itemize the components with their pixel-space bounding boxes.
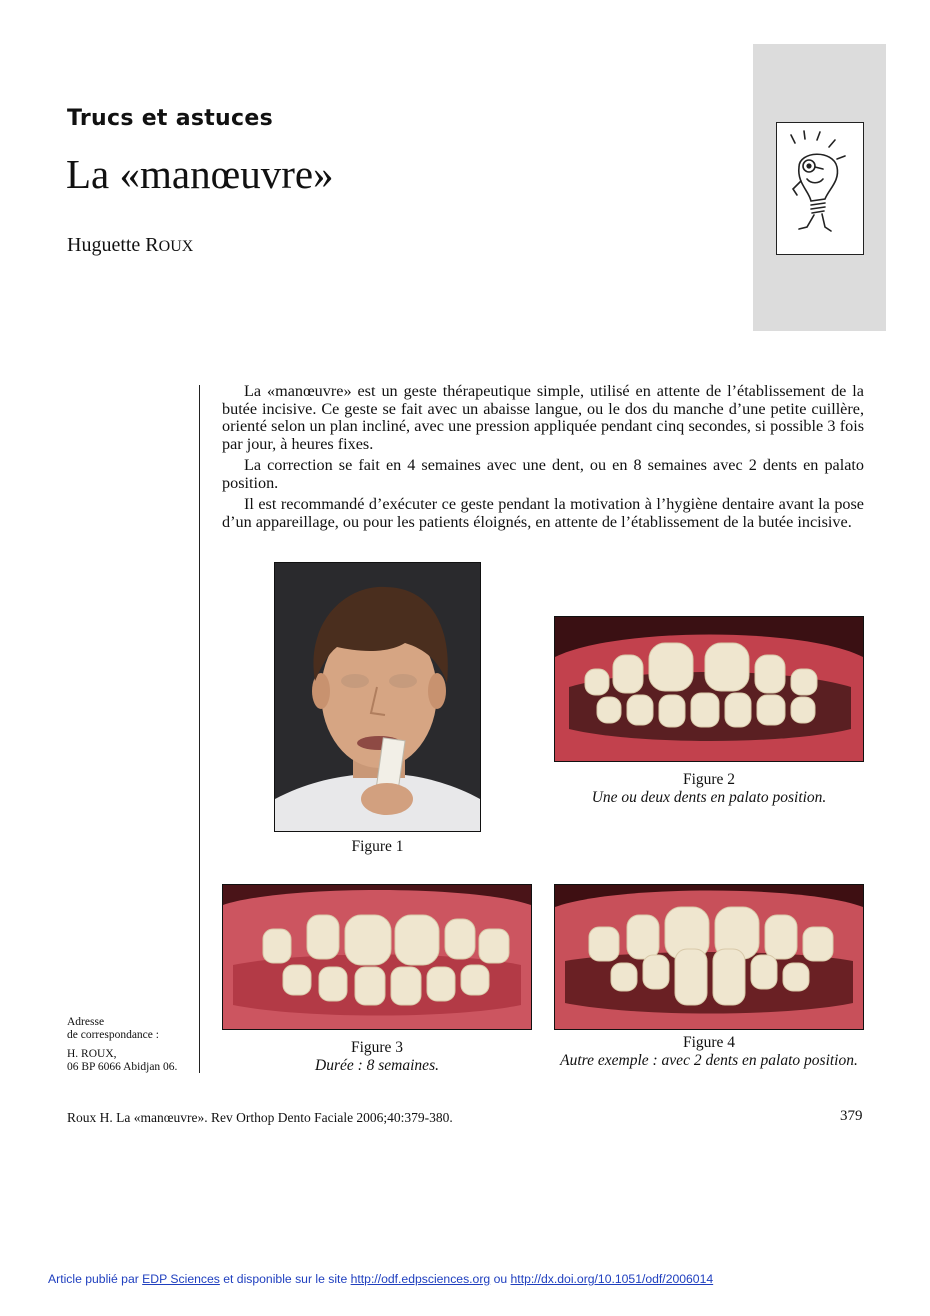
address-heading-1: Adresse bbox=[67, 1016, 105, 1028]
page-number: 379 bbox=[840, 1108, 863, 1124]
doi-link[interactable]: http://dx.doi.org/10.1051/odf/2006014 bbox=[510, 1272, 714, 1286]
figure-4-caption bbox=[540, 1034, 878, 1070]
publisher-link[interactable]: EDP Sciences bbox=[142, 1272, 220, 1286]
figure-1-caption bbox=[274, 838, 481, 856]
section-rubric: Trucs et astuces bbox=[67, 106, 273, 131]
paragraph-1: La «manœuvre» est un geste thérapeutique simple, utilisé en attente de l’établissement de la butée incisive. Ce geste se fait avec un abaisse langue, ou le dos du manche d’une petite cuillère, orienté selon un plan incliné, avec une pression appliquée pendant cinq secondes, si possible 3 fois par jour, à heures fixes. bbox=[222, 382, 864, 453]
figure-1-image bbox=[274, 562, 481, 832]
figure-4-subcaption: Autre exemple : avec 2 dents en palato position. bbox=[560, 1052, 858, 1069]
article-title: La «manœuvre» bbox=[66, 151, 334, 197]
figure-3-caption bbox=[222, 1039, 532, 1075]
figure-3-subcaption: Durée : 8 semaines. bbox=[315, 1057, 439, 1074]
column-rule bbox=[199, 385, 200, 1073]
publisher-prefix: Article publié par bbox=[48, 1272, 143, 1286]
figure-1-label: Figure 1 bbox=[351, 838, 404, 855]
figure-2-image bbox=[554, 616, 864, 762]
address-heading-2: de correspondance : bbox=[67, 1029, 159, 1041]
publisher-middle: et disponible sur le site bbox=[219, 1272, 351, 1286]
author-name bbox=[67, 234, 193, 257]
address-name: H. ROUX, bbox=[67, 1048, 117, 1060]
figure-3-image bbox=[222, 884, 532, 1030]
figure-2-subcaption: Une ou deux dents en palato position. bbox=[591, 789, 827, 806]
body-text bbox=[222, 383, 864, 535]
figure-4-image bbox=[554, 884, 864, 1030]
paragraph-3: Il est recommandé d’exécuter ce geste pendant la motivation à l’hygiène dentaire avant la pose d’un appareillage, ou pour les patients éloignés, en attente de l’établissement de la butée incisive. bbox=[222, 495, 864, 531]
publisher-or: ou bbox=[490, 1272, 511, 1286]
rubric-logo bbox=[776, 122, 864, 255]
figure-4-label: Figure 4 bbox=[682, 1034, 736, 1051]
author-first: Huguette R bbox=[67, 234, 159, 256]
lightbulb-man-icon bbox=[777, 123, 863, 254]
correspondence-address bbox=[67, 1016, 177, 1074]
author-last-smallcaps: OUX bbox=[158, 238, 194, 255]
address-postal: 06 BP 6066 Abidjan 06. bbox=[67, 1061, 178, 1073]
publisher-line bbox=[48, 1272, 713, 1286]
figure-3-label: Figure 3 bbox=[350, 1039, 404, 1056]
paragraph-2: La correction se fait en 4 semaines avec une dent, ou en 8 semaines avec 2 dents en palato position. bbox=[222, 456, 864, 492]
footer-citation: Roux H. La «manœuvre». Rev Orthop Dento Faciale 2006;40:379-380. bbox=[67, 1110, 453, 1125]
site-link[interactable]: http://odf.edpsciences.org bbox=[350, 1272, 491, 1286]
figure-2-label: Figure 2 bbox=[682, 771, 736, 788]
figure-2-caption bbox=[554, 771, 864, 807]
